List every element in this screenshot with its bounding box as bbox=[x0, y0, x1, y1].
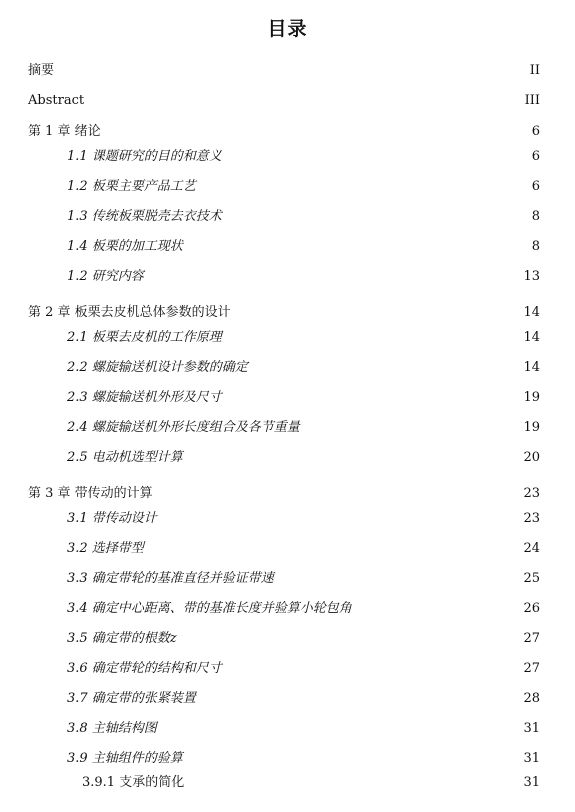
toc-entry-section[interactable] bbox=[0, 599, 575, 619]
toc-entry-page: 27 bbox=[523, 661, 540, 676]
toc-entry-label: Abstract bbox=[28, 93, 85, 108]
toc-entry-label: 1.2 板栗主要产品工艺 bbox=[67, 179, 196, 194]
toc-entry-label: 3.7 确定带的张紧装置 bbox=[67, 691, 196, 706]
toc-entry-section[interactable] bbox=[0, 147, 575, 167]
toc-entry-section[interactable] bbox=[0, 207, 575, 227]
toc-entry-page: 23 bbox=[523, 511, 540, 526]
toc-entry-label: 第 1 章 绪论 bbox=[28, 124, 101, 139]
toc-entry-page: 13 bbox=[523, 269, 540, 284]
toc-entry-page: 31 bbox=[523, 751, 540, 766]
toc-entry-page: 6 bbox=[531, 124, 540, 139]
toc-entry-section[interactable] bbox=[0, 659, 575, 679]
toc-entry-section[interactable] bbox=[0, 569, 575, 589]
toc-entry-label: 3.9 主轴组件的验算 bbox=[67, 751, 183, 766]
toc-entry-label: 3.3 确定带轮的基准直径并验证带速 bbox=[67, 571, 274, 586]
toc-entry-section[interactable] bbox=[0, 328, 575, 348]
toc-entry-label: 第 2 章 板栗去皮机总体参数的设计 bbox=[28, 305, 231, 320]
toc-entry-chapter-2[interactable] bbox=[0, 303, 575, 323]
toc-entry-page: 25 bbox=[523, 571, 540, 586]
toc-entry-abstract-en[interactable] bbox=[0, 91, 575, 111]
toc-entry-label: 2.1 板栗去皮机的工作原理 bbox=[67, 330, 222, 345]
toc-entry-page: 27 bbox=[523, 631, 540, 646]
toc-entry-section[interactable] bbox=[0, 267, 575, 287]
toc-entry-label: 3.5 确定带的根数z bbox=[67, 631, 177, 646]
toc-entry-page: 14 bbox=[523, 305, 540, 320]
toc-entry-chapter-3[interactable] bbox=[0, 484, 575, 504]
toc-entry-page: 26 bbox=[523, 601, 540, 616]
toc-entry-section[interactable] bbox=[0, 749, 575, 769]
toc-entry-section[interactable] bbox=[0, 539, 575, 559]
toc-entry-page: 14 bbox=[523, 330, 540, 345]
toc-entry-label: 1.4 板栗的加工现状 bbox=[67, 239, 183, 254]
toc-entry-section[interactable] bbox=[0, 719, 575, 739]
toc-entry-page: 6 bbox=[531, 179, 540, 194]
toc-entry-label: 3.2 选择带型 bbox=[67, 541, 144, 556]
toc-entry-label: 3.1 带传动设计 bbox=[67, 511, 157, 526]
toc-entry-label: 3.4 确定中心距离、带的基准长度并验算小轮包角 bbox=[67, 601, 352, 616]
toc-entry-label: 3.8 主轴结构图 bbox=[67, 721, 157, 736]
toc-entry-label: 1.2 研究内容 bbox=[67, 269, 144, 284]
toc-entry-label: 3.9.1 支承的简化 bbox=[82, 775, 185, 790]
toc-entry-page: II bbox=[529, 63, 540, 78]
toc-entry-label: 2.3 螺旋输送机外形及尺寸 bbox=[67, 390, 222, 405]
toc-entry-section[interactable] bbox=[0, 177, 575, 197]
toc-entry-page: III bbox=[524, 93, 540, 108]
toc-entry-label: 1.1 课题研究的目的和意义 bbox=[67, 149, 222, 164]
toc-entry-page: 6 bbox=[531, 149, 540, 164]
toc-entry-section[interactable] bbox=[0, 509, 575, 529]
toc-entry-section[interactable] bbox=[0, 237, 575, 257]
toc-entry-page: 19 bbox=[523, 390, 540, 405]
toc-entry-page: 20 bbox=[523, 450, 540, 465]
toc-entry-section[interactable] bbox=[0, 358, 575, 378]
toc-entry-label: 2.4 螺旋输送机外形长度组合及各节重量 bbox=[67, 420, 300, 435]
toc-entry-abstract-cn[interactable] bbox=[0, 61, 575, 81]
toc-entry-label: 3.6 确定带轮的结构和尺寸 bbox=[67, 661, 222, 676]
toc-entry-page: 8 bbox=[531, 239, 540, 254]
toc-entry-chapter-1[interactable] bbox=[0, 122, 575, 142]
toc-entry-page: 28 bbox=[523, 691, 540, 706]
toc-entry-section[interactable] bbox=[0, 388, 575, 408]
toc-entry-section[interactable] bbox=[0, 448, 575, 468]
toc-entry-page: 19 bbox=[523, 420, 540, 435]
toc-entry-page: 31 bbox=[523, 721, 540, 736]
toc-entry-page: 14 bbox=[523, 360, 540, 375]
toc-entry-page: 24 bbox=[523, 541, 540, 556]
toc-entry-label: 第 3 章 带传动的计算 bbox=[28, 486, 153, 501]
toc-entry-label: 2.5 电动机选型计算 bbox=[67, 450, 183, 465]
toc-entry-page: 31 bbox=[523, 775, 540, 790]
toc-entry-section[interactable] bbox=[0, 629, 575, 649]
toc-entry-subsection[interactable] bbox=[0, 773, 575, 793]
toc-title: 目录 bbox=[267, 18, 308, 40]
toc-entry-section[interactable] bbox=[0, 689, 575, 709]
toc-entry-page: 8 bbox=[531, 209, 540, 224]
toc-entry-section[interactable] bbox=[0, 418, 575, 438]
toc-entry-page: 23 bbox=[523, 486, 540, 501]
toc-entry-label: 2.2 螺旋输送机设计参数的确定 bbox=[67, 360, 248, 375]
toc-entry-label: 1.3 传统板栗脱壳去衣技术 bbox=[67, 209, 222, 224]
toc-entry-label: 摘要 bbox=[28, 63, 55, 78]
